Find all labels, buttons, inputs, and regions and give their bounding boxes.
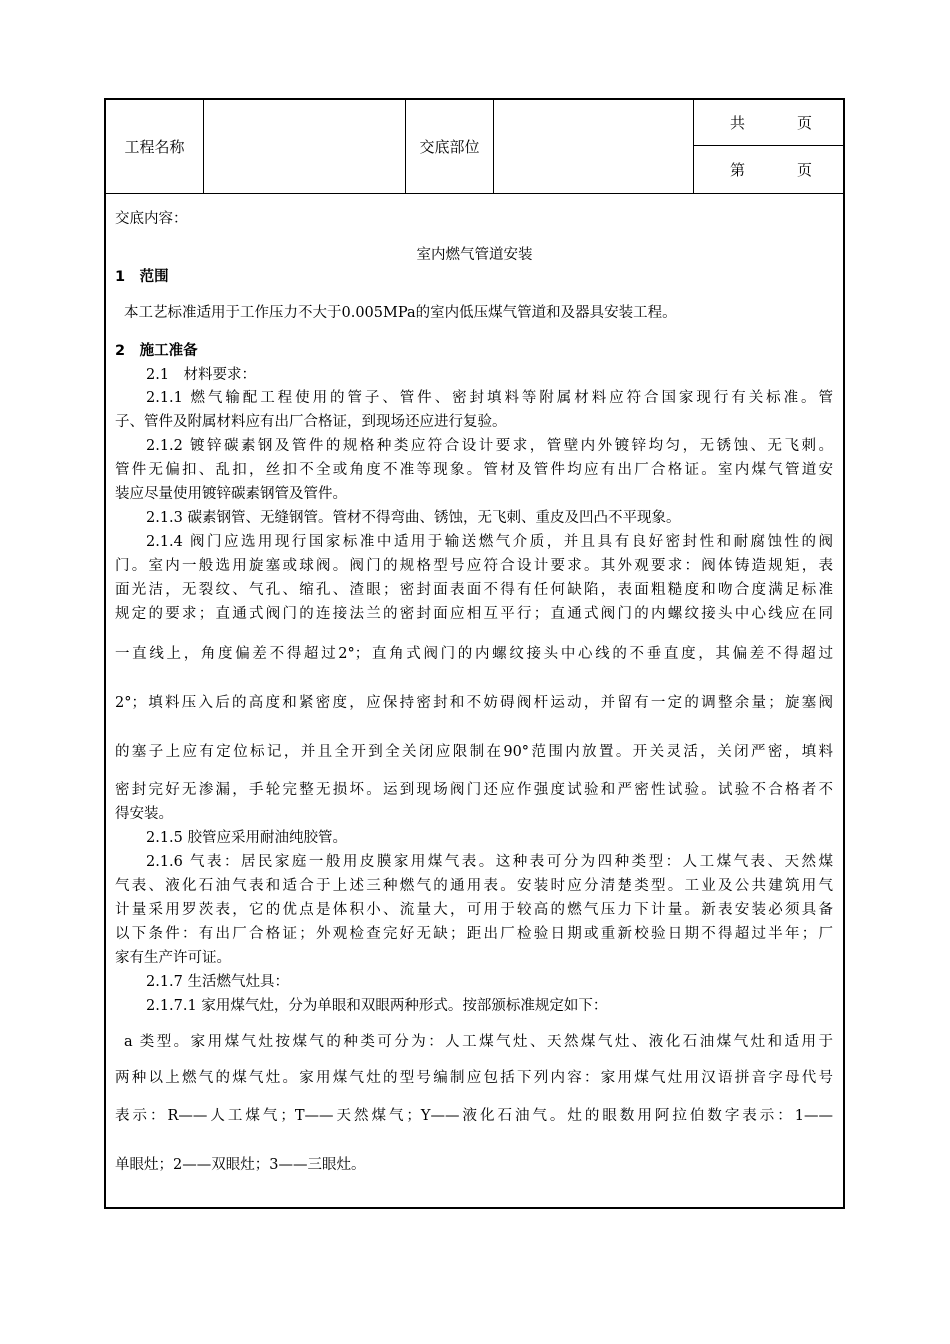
paragraph-line: 以下条件：有出厂合格证；外观检查完好无缺；距出厂检验日期或重新校验日期不得超过半年；厂 xyxy=(115,926,833,942)
paragraph-line: 气表、液化石油气表和适合于上述三种燃气的通用表。安装时应分清楚类型。工业及公共建筑用气 xyxy=(115,878,833,894)
section-heading: 1 范围 xyxy=(115,269,169,285)
paragraph-line: 2.1.4 阀门应选用现行国家标准中适用于输送燃气介质，并且具有良好密封性和耐腐蚀性的阀 xyxy=(146,534,833,550)
project-name-label: 工程名称 xyxy=(106,100,204,193)
paragraph-line: 子、管件及附属材料应有出厂合格证，到现场还应进行复验。 xyxy=(115,414,507,430)
paragraph-line: 2.1.5 胶管应采用耐油纯胶管。 xyxy=(146,830,348,846)
paragraph-line: 得安装。 xyxy=(115,806,173,822)
page-number: 第 页 xyxy=(730,160,813,179)
paragraph-line: 管件无偏扣、乱扣，丝扣不全或角度不准等现象。管材及管件均应有出厂合格证。室内煤气管道安 xyxy=(115,462,833,478)
paragraph-line: 一直线上，角度偏差不得超过2°；直角式阀门的内螺纹接头中心线的不垂直度，其偏差不得超过 xyxy=(115,646,833,662)
intro-label: 交底内容： xyxy=(115,211,188,227)
paragraph-line: 门。室内一般选用旋塞或球阀。阀门的规格型号应符合设计要求。其外观要求：阀体铸造规矩，表 xyxy=(115,558,833,574)
paragraph-line: 单眼灶；2——双眼灶；3——三眼灶。 xyxy=(115,1157,366,1173)
paragraph-line: 密封完好无渗漏，手轮完整无损坏。运到现场阀门还应作强度试验和严密性试验。试验不合格者不 xyxy=(115,782,833,798)
paragraph-line: 2.1.1 燃气输配工程使用的管子、管件、密封填料等附属材料应符合国家现行有关标准。管 xyxy=(146,390,833,406)
paragraph-line: 计量采用罗茨表，它的优点是体积小、流量大，可用于较高的燃气压力下计量。新表安装必须具备 xyxy=(115,902,833,918)
location-label: 交底部位 xyxy=(406,100,494,193)
paragraph-line: 装应尽量使用镀锌碳素钢管及管件。 xyxy=(115,486,347,502)
page-count-cell xyxy=(694,100,843,193)
paragraph-line: 2.1.7 生活燃气灶具： xyxy=(146,974,290,990)
paragraph-line: 规定的要求；直通式阀门的连接法兰的密封面应相互平行；直通式阀门的内螺纹接头中心线应在同 xyxy=(115,606,833,622)
paragraph-line: a 类型。家用煤气灶按煤气的种类可分为：人工煤气灶、天然煤气灶、液化石油煤气灶和适用于 xyxy=(124,1034,833,1050)
paragraph-line: 2.1.7.1 家用煤气灶，分为单眼和双眼两种形式。按部颁标准规定如下： xyxy=(146,998,608,1014)
header-row xyxy=(106,100,843,194)
paragraph-line: 表示：R——人工煤气；T——天然煤气；Y——液化石油气。灶的眼数用阿拉伯数字表示：1—— xyxy=(115,1108,833,1124)
paragraph-line: 2°；填料压入后的高度和紧密度，应保持密封和不妨碍阀杆运动，并留有一定的调整余量；旋塞阀 xyxy=(115,695,833,711)
paragraph-line: 家有生产许可证。 xyxy=(115,950,231,966)
paragraph-line: 两种以上燃气的煤气灶。家用煤气灶的型号编制应包括下列内容：家用煤气灶用汉语拼音字母代号 xyxy=(115,1070,833,1086)
paragraph-line: 2.1.6 气表：居民家庭一般用皮膜家用煤气表。这种表可分为四种类型：人工煤气表、天然煤 xyxy=(146,854,833,870)
paragraph-line: 本工艺标准适用于工作压力不大于0.005MPa的室内低压煤气管道和及器具安装工程。 xyxy=(124,305,677,321)
paragraph-line: 2.1.3 碳素钢管、无缝钢管。管材不得弯曲、锈蚀，无飞刺、重皮及凹凸不平现象。 xyxy=(146,510,681,526)
section-heading: 2 施工准备 xyxy=(115,343,198,359)
location-field[interactable] xyxy=(494,100,694,193)
disclosure-form xyxy=(104,98,845,1209)
paragraph-line: 2.1.2 镀锌碳素钢及管件的规格种类应符合设计要求，管壁内外镀锌均匀，无锈蚀、无飞刺。 xyxy=(146,438,833,454)
subsection-heading: 2.1 材料要求： xyxy=(146,367,257,383)
paragraph-line: 面光洁，无裂纹、气孔、缩孔、渣眼；密封面表面不得有任何缺陷，表面粗糙度和吻合度满足标准 xyxy=(115,582,833,598)
total-pages: 共 页 xyxy=(694,100,843,146)
paragraph-line: 的塞子上应有定位标记，并且全开到全关闭应限制在90°范围内放置。开关灵活，关闭严密，填料 xyxy=(115,744,833,760)
doc-title: 室内燃气管道安装 xyxy=(416,247,533,263)
project-name-field[interactable] xyxy=(204,100,406,193)
